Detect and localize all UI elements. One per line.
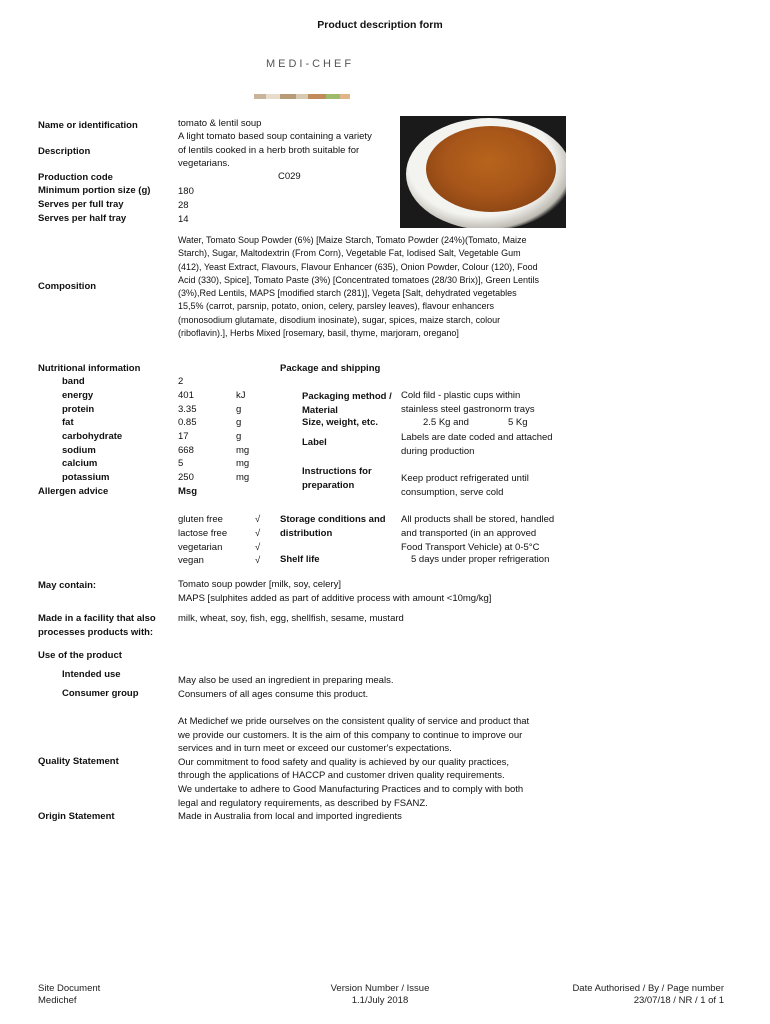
stripe-seg: [340, 94, 350, 99]
footer-line: Site Document: [38, 983, 101, 994]
nutrient-value: 5: [178, 458, 184, 469]
nutrient-value: 0.85: [178, 417, 197, 428]
label-value-line: Labels are date coded and attached: [401, 432, 553, 443]
quality-line: legal and regulatory requirements, as described by FSANZ.: [178, 797, 428, 809]
label-origin: Origin Statement: [38, 811, 115, 822]
value-consumer: Consumers of all ages consume this product.: [178, 689, 369, 700]
quality-line: services and in turn meet or exceed our customer's expectations.: [178, 743, 452, 755]
label-size: Size, weight, etc.: [302, 417, 379, 428]
value-may-contain: [178, 578, 491, 605]
packaging-value-line: Cold fild - plastic cups within: [401, 390, 521, 401]
dietary-label: lactose free: [178, 527, 228, 539]
footer-line: Medichef: [38, 995, 77, 1006]
nutrient-label: protein: [62, 404, 95, 415]
packaging-label-line: Material: [302, 404, 338, 416]
storage-value-line: All products shall be stored, handled: [401, 514, 555, 525]
value-min-portion: 180: [178, 186, 194, 197]
nutrient-unit: mg: [236, 458, 250, 469]
value-facility: milk, wheat, soy, fish, egg, shellfish, sesame, mustard: [178, 613, 404, 624]
composition-line: (412), Yeast Extract, Flavours, Flavour Enhancer (635), Onion Powder, Colour (120), Food: [178, 261, 538, 272]
value-storage: [401, 513, 554, 554]
value-origin: Made in Australia from local and imported ingredients: [178, 811, 402, 822]
dietary-list: [178, 513, 227, 568]
package-heading: Package and shipping: [280, 363, 381, 374]
nutrient-label: band: [62, 376, 85, 387]
value-size: 2.5 Kg and: [423, 417, 469, 428]
nutrient-label: potassium: [62, 472, 110, 483]
value-serves-full: 28: [178, 200, 189, 211]
storage-value-line: and transported (in an approved: [401, 527, 537, 539]
composition-line: (3%),Red Lentils, MAPS [modified starch (281)], Vegeta [Salt, dehydrated vegetables: [178, 288, 517, 299]
storage-label-line: Storage conditions and: [280, 514, 386, 525]
check-mark-icon: √: [255, 514, 261, 525]
stripe-seg: [308, 94, 326, 99]
instructions-value-line: consumption, serve cold: [401, 486, 504, 498]
nutrient-unit: kJ: [236, 390, 246, 401]
composition-line: Water, Tomato Soup Powder (6%) [Maize Starch, Tomato Powder (24%)(Tomato, Maize: [178, 235, 527, 245]
stripe-seg: [326, 94, 340, 99]
composition-line: Starch), Sugar, Maltodextrin (From Corn), Vegetable Fat, Iodised Salt, Vegetable Gum: [178, 248, 521, 259]
nutrient-value: 3.35: [178, 404, 197, 415]
stripe-seg: [254, 94, 266, 99]
instructions-label-line: preparation: [302, 479, 355, 491]
label-instructions: [302, 465, 372, 492]
instructions-value-line: Keep product refrigerated until: [401, 473, 529, 484]
storage-value-line: Food Transport Vehicle) at 0-5°C: [401, 541, 540, 553]
storage-label-line: distribution: [280, 527, 333, 539]
dietary-label: gluten free: [178, 514, 223, 525]
stripe-seg: [296, 94, 308, 99]
value-production-code: C029: [278, 171, 301, 182]
label-serves-full: Serves per full tray: [38, 199, 124, 210]
composition-line: (monosodium glutamate, disodium inosinate), sugar, spices, maize starch, colour: [178, 314, 501, 325]
footer-left: [38, 983, 100, 1007]
nutrient-value: 401: [178, 390, 194, 401]
value-composition: [178, 234, 573, 340]
label-production-code: Production code: [38, 172, 113, 183]
value-allergen: Msg: [178, 486, 197, 497]
value-quality: [178, 715, 578, 810]
nutrient-label: carbohydrate: [62, 431, 123, 442]
footer-line: Date Authorised / By / Page number: [572, 983, 724, 994]
label-may-contain: May contain:: [38, 580, 97, 591]
packaging-value-line: stainless steel gastronorm trays: [401, 403, 535, 415]
label-min-portion: Minimum portion size (g): [38, 185, 151, 196]
description-line: A light tomato based soup containing a variety: [178, 131, 372, 142]
nutrient-value: 250: [178, 472, 194, 483]
value-name: tomato & lentil soup: [178, 118, 262, 129]
product-photo: [400, 116, 566, 228]
label-intended: Intended use: [62, 669, 121, 680]
quality-line: through the applications of HACCP and customer driven quality requirements.: [178, 770, 505, 782]
label-description: Description: [38, 146, 91, 157]
composition-line: (riboflavin).], Herbs Mixed [rosemary, basil, thyme, marjoram, oregano]: [178, 328, 459, 339]
label-use: Use of the product: [38, 650, 122, 661]
check-mark-icon: √: [255, 555, 261, 567]
nutrient-value: 17: [178, 431, 189, 442]
quality-line: we provide our customers. It is the aim of this company to continue to improve our: [178, 729, 523, 741]
label-packaging: [302, 390, 392, 417]
dietary-label: vegan: [178, 555, 204, 567]
composition-line: Acid (330), Spice], Tomato Paste (3%) [Concentrated tomatoes (28/30 Brix)], Green Lentils: [178, 274, 540, 285]
packaging-label-line: Packaging method /: [302, 391, 392, 402]
label-value-line: during production: [401, 445, 475, 457]
value-description: [178, 130, 403, 171]
label-shelf-life: Shelf life: [280, 554, 320, 565]
value-label: [401, 431, 553, 458]
nutrient-value: 2: [178, 376, 184, 387]
check-mark-icon: √: [255, 541, 261, 553]
brand-logo: MEDI-CHEF: [265, 58, 355, 70]
label-storage: [280, 513, 386, 541]
description-line: vegetarians.: [178, 158, 230, 169]
soup-bowl: [406, 118, 566, 228]
nutrient-label: fat: [62, 417, 74, 428]
dietary-label: vegetarian: [178, 541, 223, 553]
label-nutritional: Nutritional information: [38, 363, 141, 374]
footer-line: 23/07/18 / NR / 1 of 1: [633, 995, 724, 1006]
nutrient-label: sodium: [62, 445, 96, 456]
description-line: of lentils cooked in a herb broth suitable for: [178, 144, 360, 156]
check-mark-icon: √: [255, 527, 261, 539]
page-title: Product description form: [317, 19, 443, 31]
soup-broth: [426, 126, 556, 212]
value-shelf-life: 5 days under proper refrigeration: [411, 554, 550, 565]
nutrient-label: calcium: [62, 458, 98, 469]
footer-center: [280, 983, 480, 1007]
quality-line: We undertake to adhere to Good Manufacturing Practices and to comply with both: [178, 783, 524, 795]
value-serves-half: 14: [178, 214, 189, 225]
footer-right: [572, 983, 724, 1007]
label-facility: [38, 612, 156, 639]
label-consumer: Consumer group: [62, 688, 139, 699]
nutrient-unit: mg: [236, 472, 250, 483]
stripe-seg: [266, 94, 280, 99]
facility-label-line: processes products with:: [38, 626, 154, 638]
label-quality: Quality Statement: [38, 756, 119, 767]
nutrient-label: energy: [62, 390, 94, 401]
quality-line: At Medichef we pride ourselves on the consistent quality of service and product that: [178, 716, 530, 727]
value-size: 5 Kg: [508, 417, 528, 428]
facility-label-line: Made in a facility that also: [38, 613, 156, 624]
nutrient-value: 668: [178, 445, 194, 456]
composition-line: 15,5% (carrot, parsnip, potato, onion, celery, parsley leaves), flavour enhancers: [178, 301, 494, 312]
label-allergen: Allergen advice: [38, 486, 109, 497]
dietary-marks: [255, 513, 260, 568]
nutrient-unit: g: [236, 417, 242, 428]
logo-stripe: [254, 94, 350, 99]
label-composition: Composition: [38, 281, 97, 292]
instructions-label-line: Instructions for: [302, 466, 372, 477]
nutrient-unit: g: [236, 431, 242, 442]
label-label: Label: [302, 437, 327, 448]
quality-line: Our commitment to food safety and quality is achieved by our quality practices,: [178, 756, 510, 768]
footer-line: 1.1/July 2018: [351, 995, 409, 1006]
value-packaging: [401, 389, 535, 416]
value-instructions: [401, 472, 529, 499]
label-name: Name or identification: [38, 120, 138, 131]
value-intended: May also be used an ingredient in preparing meals.: [178, 675, 394, 686]
may-contain-line: Tomato soup powder [milk, soy, celery]: [178, 579, 341, 590]
nutrient-unit: mg: [236, 445, 250, 456]
may-contain-line: MAPS [sulphites added as part of additive process with amount <10mg/kg]: [178, 592, 492, 604]
stripe-seg: [280, 94, 296, 99]
footer-line: Version Number / Issue: [330, 983, 430, 994]
label-serves-half: Serves per half tray: [38, 213, 127, 224]
nutrient-unit: g: [236, 404, 242, 415]
